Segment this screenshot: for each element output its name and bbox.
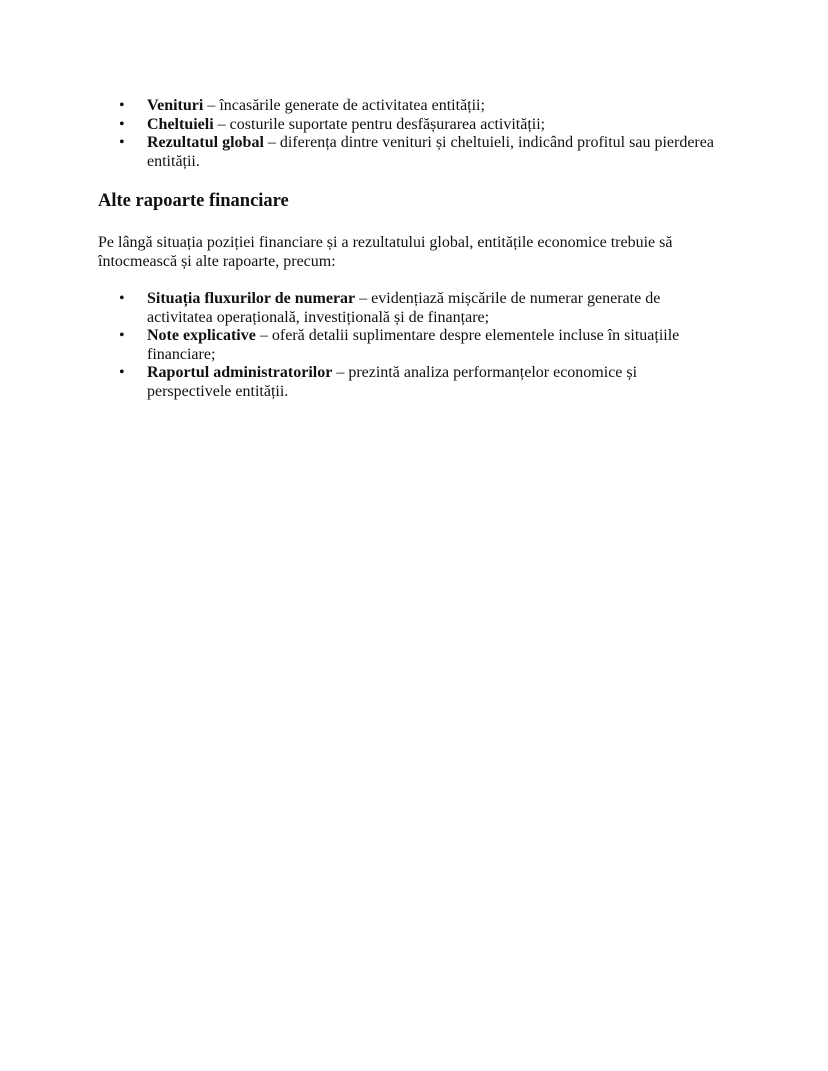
bullet-icon: •: [119, 290, 125, 307]
list-item: [0, 116, 714, 135]
description: – prezintă analiza performanțelor economice și: [332, 364, 638, 382]
list-item: [0, 364, 679, 401]
description-continued: activitatea operațională, investițională și de finanțare;: [147, 308, 490, 326]
term: Cheltuieli: [147, 115, 214, 133]
bullet-icon: •: [119, 134, 125, 152]
description-continued: financiare;: [147, 345, 216, 363]
description: – evidențiază mișcările de numerar generate de: [355, 290, 661, 307]
description-continued: perspectivele entității.: [147, 382, 289, 400]
section-heading: Alte rapoarte financiare: [98, 191, 289, 211]
list-item: [0, 134, 714, 171]
description: – diferența dintre venituri și cheltuieli, indicând profitul sau pierderea: [263, 134, 714, 152]
description: – oferă detalii suplimentare despre elementele incluse în situațiile: [255, 327, 680, 345]
paragraph-line: întocmească și alte rapoarte, precum:: [98, 252, 336, 270]
bullet-icon: •: [119, 327, 125, 345]
term: Situația fluxurilor de numerar: [147, 290, 356, 307]
bullet-icon: •: [119, 364, 125, 382]
term: Note explicative: [147, 327, 256, 345]
description: – costurile suportate pentru desfășurarea activității;: [213, 115, 546, 133]
description-continued: entității.: [147, 152, 200, 170]
paragraph-line: Pe lângă situația poziției financiare și a rezultatului global, entitățile economice trebuie să: [98, 234, 673, 251]
bullet-icon: •: [119, 115, 125, 133]
term: Venituri: [147, 97, 204, 114]
term: Raportul administratorilor: [147, 364, 333, 382]
term: Rezultatul global: [147, 134, 264, 152]
description: – încasările generate de activitatea entității;: [203, 97, 485, 114]
other-reports-list: [0, 290, 679, 402]
list-item: [0, 97, 714, 116]
list-item: [0, 290, 679, 327]
income-statement-list: [0, 97, 714, 171]
intro-paragraph: [98, 234, 672, 271]
list-item: [0, 327, 679, 364]
bullet-icon: •: [119, 97, 125, 114]
